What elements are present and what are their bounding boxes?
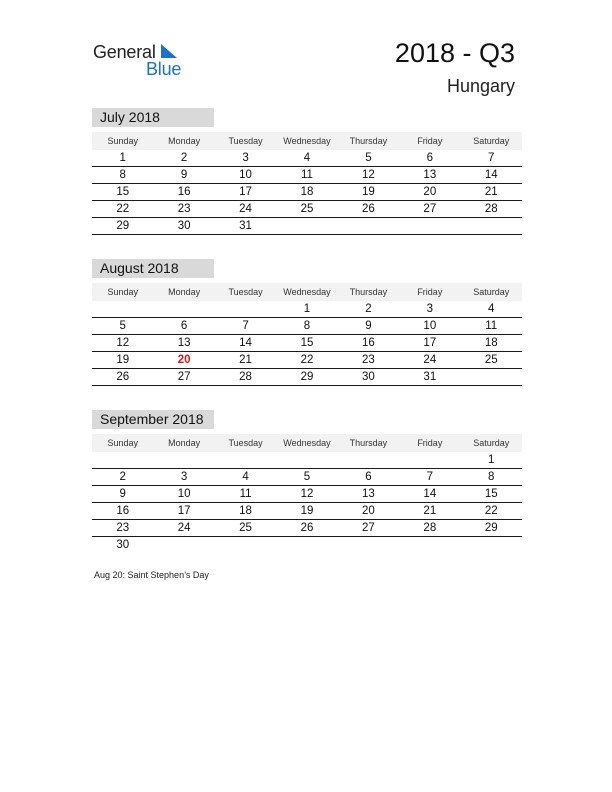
week-row [92,335,522,352]
day-cell: 13 [177,337,191,349]
day-cell: 28 [423,522,437,534]
weekday-thursday: Thursday [349,287,388,297]
month-label: September 2018 [92,410,214,429]
day-cell: 18 [300,186,314,198]
day-cell: 22 [116,203,130,215]
weekday-thursday: Thursday [349,438,388,448]
day-cell: 24 [423,354,437,366]
day-cell [461,218,522,234]
day-cell: 10 [177,488,191,500]
day-cell: 1 [119,152,126,164]
day-cell: 7 [488,152,495,164]
week-row [92,369,522,386]
week-row [92,201,522,218]
day-cell: 4 [488,303,495,315]
day-cell: 13 [362,488,375,500]
day-cell: 29 [116,220,130,232]
day-cell: 31 [423,371,437,383]
week-row [92,520,522,537]
day-cell [153,301,214,317]
day-cell: 7 [426,471,434,483]
day-cell: 27 [362,522,375,534]
day-cell: 12 [300,488,314,500]
holiday-day-cell: 20 [177,354,191,366]
day-cell [215,452,276,468]
day-cell [276,537,337,553]
weekday-header [92,434,522,452]
day-cell: 16 [116,505,130,517]
day-cell: 27 [423,203,437,215]
day-cell: 19 [362,186,375,198]
day-cell: 17 [239,186,252,198]
day-cell: 25 [239,522,252,534]
day-cell [215,301,276,317]
week-row [92,352,522,369]
day-cell: 10 [423,320,437,332]
day-cell [338,218,399,234]
holiday-notes [94,570,209,580]
day-cell: 23 [362,354,375,366]
week-row [92,452,522,469]
weekday-monday: Monday [168,438,201,448]
weekday-saturday: Saturday [473,287,510,297]
weekday-wednesday: Wednesday [283,287,331,297]
month-july [92,108,522,235]
week-row [92,503,522,520]
day-cell: 1 [488,454,495,466]
day-cell: 6 [365,471,372,483]
weekday-sunday: Sunday [107,287,138,297]
day-cell: 22 [300,354,314,366]
day-cell: 9 [365,320,372,332]
weekday-header [92,283,522,301]
day-cell: 31 [239,220,252,232]
day-cell: 23 [177,203,191,215]
day-cell: 5 [119,320,126,332]
day-cell: 19 [300,505,314,517]
day-cell: 30 [177,220,191,232]
day-cell [276,218,337,234]
day-cell: 13 [423,169,437,181]
day-cell: 2 [365,303,372,315]
day-cell: 20 [362,505,375,517]
day-cell: 11 [301,169,313,181]
day-cell: 23 [116,522,130,534]
logo-text-general: General [93,42,156,62]
week-row [92,184,522,201]
weekday-header [92,132,522,150]
day-cell [92,301,153,317]
generalblue-logo [93,42,203,82]
day-cell: 14 [423,488,437,500]
weekday-wednesday: Wednesday [283,438,331,448]
day-cell: 28 [239,371,252,383]
day-cell: 2 [180,152,188,164]
day-cell: 21 [239,354,252,366]
day-cell: 6 [426,152,434,164]
day-cell [399,537,460,553]
week-row [92,301,522,318]
day-cell [461,369,522,385]
country-name: Hungary [446,76,515,96]
day-cell: 3 [242,152,249,164]
day-cell: 14 [239,337,252,349]
weekday-monday: Monday [168,287,201,297]
weekday-sunday: Sunday [107,438,138,448]
day-cell: 5 [365,152,372,164]
day-cell: 12 [362,169,375,181]
weekday-friday: Friday [417,438,443,448]
weekday-friday: Friday [417,136,443,146]
day-cell: 12 [116,337,130,349]
day-cell: 20 [423,186,437,198]
day-cell: 11 [485,320,498,332]
weekday-friday: Friday [417,287,443,297]
week-row [92,486,522,503]
day-cell: 30 [116,539,130,551]
day-cell: 21 [484,186,498,198]
page-title: 2018 - Q3 [394,38,515,68]
day-cell: 15 [300,337,314,349]
week-row [92,150,522,167]
day-cell [276,452,337,468]
logo-triangle-icon [161,44,177,58]
day-cell: 7 [242,320,249,332]
weekday-saturday: Saturday [473,136,510,146]
day-cell: 21 [423,505,437,517]
day-cell: 29 [300,371,314,383]
day-cell: 15 [484,488,498,500]
day-cell [153,537,214,553]
day-cell: 1 [303,303,311,315]
weekday-thursday: Thursday [349,136,388,146]
weekday-tuesday: Tuesday [228,287,263,297]
weekday-wednesday: Wednesday [283,136,331,146]
day-cell: 11 [239,488,252,500]
day-cell: 17 [177,505,191,517]
weekday-monday: Monday [168,136,201,146]
day-cell: 22 [484,505,498,517]
day-cell: 25 [484,354,498,366]
day-cell: 16 [362,337,375,349]
week-row [92,537,522,553]
day-cell [215,537,276,553]
day-cell: 2 [119,471,126,483]
week-row [92,218,522,235]
day-cell: 17 [423,337,437,349]
day-cell: 24 [239,203,252,215]
day-cell [461,537,522,553]
month-august [92,259,522,386]
day-cell: 14 [484,169,498,181]
month-label: July 2018 [92,108,214,127]
day-cell: 10 [239,169,252,181]
day-cell: 8 [303,320,311,332]
day-cell: 9 [119,488,126,500]
day-cell: 15 [116,186,130,198]
holiday-note: Aug 20: Saint Stephen’s Day [94,570,209,580]
day-cell: 18 [239,505,252,517]
day-cell: 3 [426,303,434,315]
day-cell: 16 [177,186,191,198]
day-cell: 26 [300,522,314,534]
day-cell: 5 [303,471,311,483]
day-cell: 24 [177,522,191,534]
day-cell: 27 [177,371,191,383]
day-cell: 26 [116,371,130,383]
weekday-saturday: Saturday [473,438,510,448]
day-cell: 19 [116,354,130,366]
day-cell: 6 [180,320,188,332]
day-cell: 4 [303,152,311,164]
month-september [92,410,522,553]
day-cell: 18 [484,337,498,349]
week-row [92,167,522,184]
day-cell [338,452,399,468]
day-cell [338,537,399,553]
day-cell: 25 [300,203,314,215]
day-cell: 30 [362,371,375,383]
day-cell: 26 [362,203,375,215]
day-cell [399,218,460,234]
day-cell: 28 [484,203,498,215]
day-cell: 4 [242,471,249,483]
day-cell: 29 [484,522,498,534]
day-cell: 3 [180,471,188,483]
day-cell: 8 [119,169,126,181]
weekday-tuesday: Tuesday [228,438,263,448]
day-cell [153,452,214,468]
day-cell: 8 [488,471,495,483]
logo-text-blue: Blue [146,59,182,79]
month-label: August 2018 [92,259,214,278]
day-cell: 9 [180,169,188,181]
week-row [92,469,522,486]
week-row [92,318,522,335]
weekday-sunday: Sunday [107,136,138,146]
day-cell [92,452,153,468]
day-cell [399,452,460,468]
weekday-tuesday: Tuesday [228,136,263,146]
